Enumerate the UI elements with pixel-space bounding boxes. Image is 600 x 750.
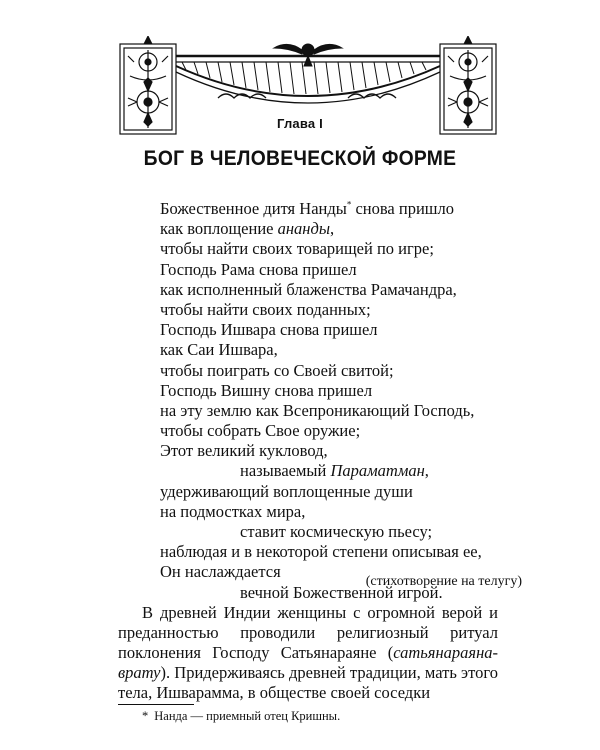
- poem-line: Этот великий кукловод,: [160, 441, 328, 461]
- poem-line: чтобы собрать Свое оружие;: [160, 421, 361, 441]
- poem: [160, 199, 540, 603]
- poem-line: как исполненный блаженства Рамачандра,: [160, 279, 457, 299]
- chapter-title: БОГ В ЧЕЛОВЕЧЕСКОЙ ФОРМЕ: [143, 147, 457, 170]
- poem-line: Господь Вишну снова пришел: [160, 380, 373, 400]
- footnote: [142, 709, 340, 724]
- finial-icons: [144, 36, 472, 44]
- chapter-label: Глава I: [277, 116, 323, 131]
- poem-line: удерживающий воплощенные души: [160, 481, 413, 501]
- poem-line: Он наслаждается: [160, 562, 281, 582]
- footnote-divider: [118, 704, 194, 705]
- poem-line: чтобы найти своих поданных;: [160, 299, 371, 319]
- poem-line: чтобы поиграть со Своей свитой;: [160, 360, 394, 380]
- footnote-marker: *: [346, 199, 352, 210]
- poem-line: наблюдая и в некоторой степени описывая ее,: [160, 542, 482, 562]
- poem-line: ставит космическую пьесу;: [240, 522, 433, 541]
- footnote-mark: *: [142, 709, 149, 723]
- poem-line: как Саи Ишвара,: [160, 340, 278, 360]
- poem-line: как воплощение ананды,: [160, 219, 335, 239]
- poem-line: Божественное дитя Нанды* снова пришло: [160, 199, 454, 218]
- body-paragraph: В древней Индии женщины с огромной верой и преданностью проводили религиозный ритуал поклонения Господу Сатьянараяне (сатьянараяна-врату). Придерживаясь древней традиции, мать этого тела, Ишварамма, в обществе своей соседки: [118, 603, 498, 702]
- poem-line: чтобы найти своих товарищей по игре;: [160, 239, 434, 259]
- poem-line: называемый Параматман,: [240, 461, 429, 481]
- poem-line: на подмостках мира,: [160, 501, 306, 521]
- poem-source-note: (стихотворение на телугу): [365, 574, 522, 589]
- footnote-text: Нанда — приемный отец Кришны.: [154, 709, 341, 723]
- poem-line: вечной Божественной игрой.: [240, 582, 443, 602]
- poem-line: на эту землю как Всепроникающий Господь,: [160, 400, 475, 420]
- poem-line: Господь Рама снова пришел: [160, 259, 357, 279]
- poem-line: Господь Ишвара снова пришел: [160, 320, 378, 340]
